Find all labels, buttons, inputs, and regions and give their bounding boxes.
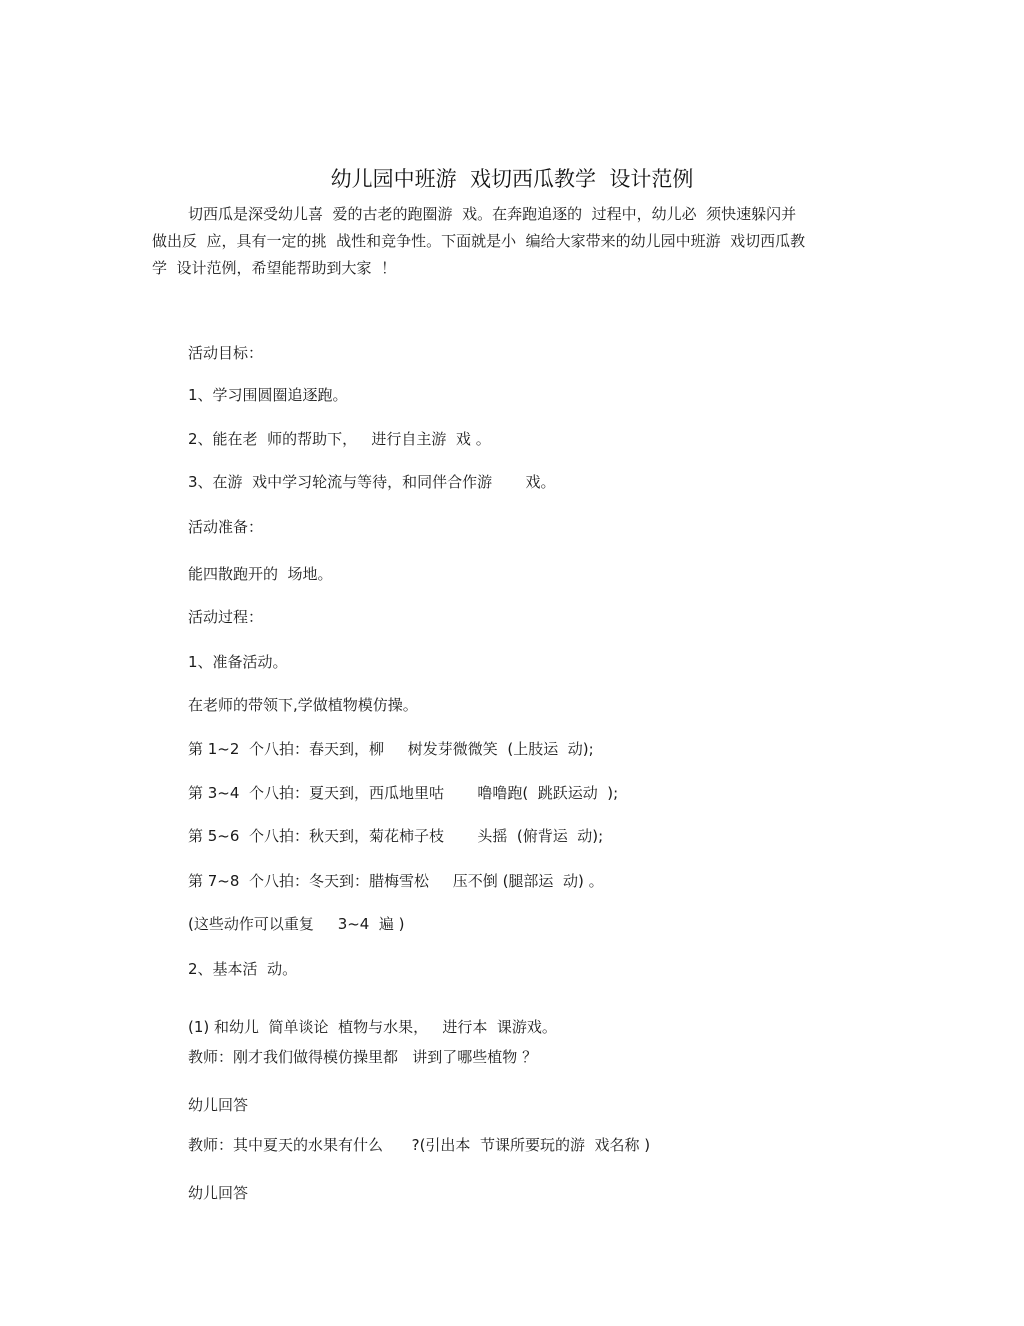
exercise-beat: 第 7~8 个八拍：冬天到：腊梅雪松 压不倒 (腿部运 动) 。 [188, 872, 604, 890]
preparation-text: 能四散跑开的 场地。 [188, 565, 333, 583]
teacher-line: 教师：刚才我们做得模仿操里都 讲到了哪些植物 ？ [188, 1048, 538, 1066]
exercise-note: (这些动作可以重复 3~4 遍 ) [188, 915, 405, 933]
section-heading-goals: 活动目标： [188, 344, 264, 362]
goal-item: 1、学习围圆圈追逐跑。 [188, 386, 348, 404]
child-answer: 幼儿回答 [188, 1096, 249, 1114]
process-substep: (1) 和幼儿 简单谈论 植物与水果， 进行本 课游戏。 [188, 1018, 557, 1036]
exercise-beat: 第 3~4 个八拍：夏天到，西瓜地里咕 噜噜跑( 跳跃运动 ); [188, 784, 619, 802]
teacher-line: 教师：其中夏天的水果有什么 ?(引出本 节课所要玩的游 戏名称 ) [188, 1136, 651, 1154]
exercise-beat: 第 5~6 个八拍：秋天到，菊花柿子枝 头摇 (俯背运 动); [188, 827, 604, 845]
section-heading-process: 活动过程： [188, 608, 264, 626]
intro-line: 做出反 应，具有一定的挑 战性和竞争性。下面就是小 编给大家带来的幼儿园中班游 戏切西瓜教 [152, 232, 806, 250]
intro-line: 切西瓜是深受幼儿喜 爱的古老的跑圈游 戏。在奔跑追逐的 过程中，幼儿必 须快速躲闪并 [188, 205, 797, 223]
section-heading-preparation: 活动准备： [188, 518, 264, 536]
process-step: 1、准备活动。 [188, 653, 288, 671]
intro-paragraph [152, 201, 872, 282]
intro-line: 学 设计范例，希望能帮助到大家 ！ [152, 259, 397, 277]
process-text: 在老师的带领下,学做植物模仿操。 [188, 696, 418, 714]
process-step: 2、基本活 动。 [188, 960, 298, 978]
child-answer: 幼儿回答 [188, 1184, 249, 1202]
goal-item: 2、能在老 师的帮助下， 进行自主游 戏 。 [188, 430, 491, 448]
exercise-beat: 第 1~2 个八拍：春天到，柳 树发芽微微笑 (上肢运 动); [188, 740, 594, 758]
document-title: 幼儿园中班游 戏切西瓜教学 设计范例 [330, 167, 694, 191]
goal-item: 3、在游 戏中学习轮流与等待，和同伴合作游 戏。 [188, 473, 556, 491]
